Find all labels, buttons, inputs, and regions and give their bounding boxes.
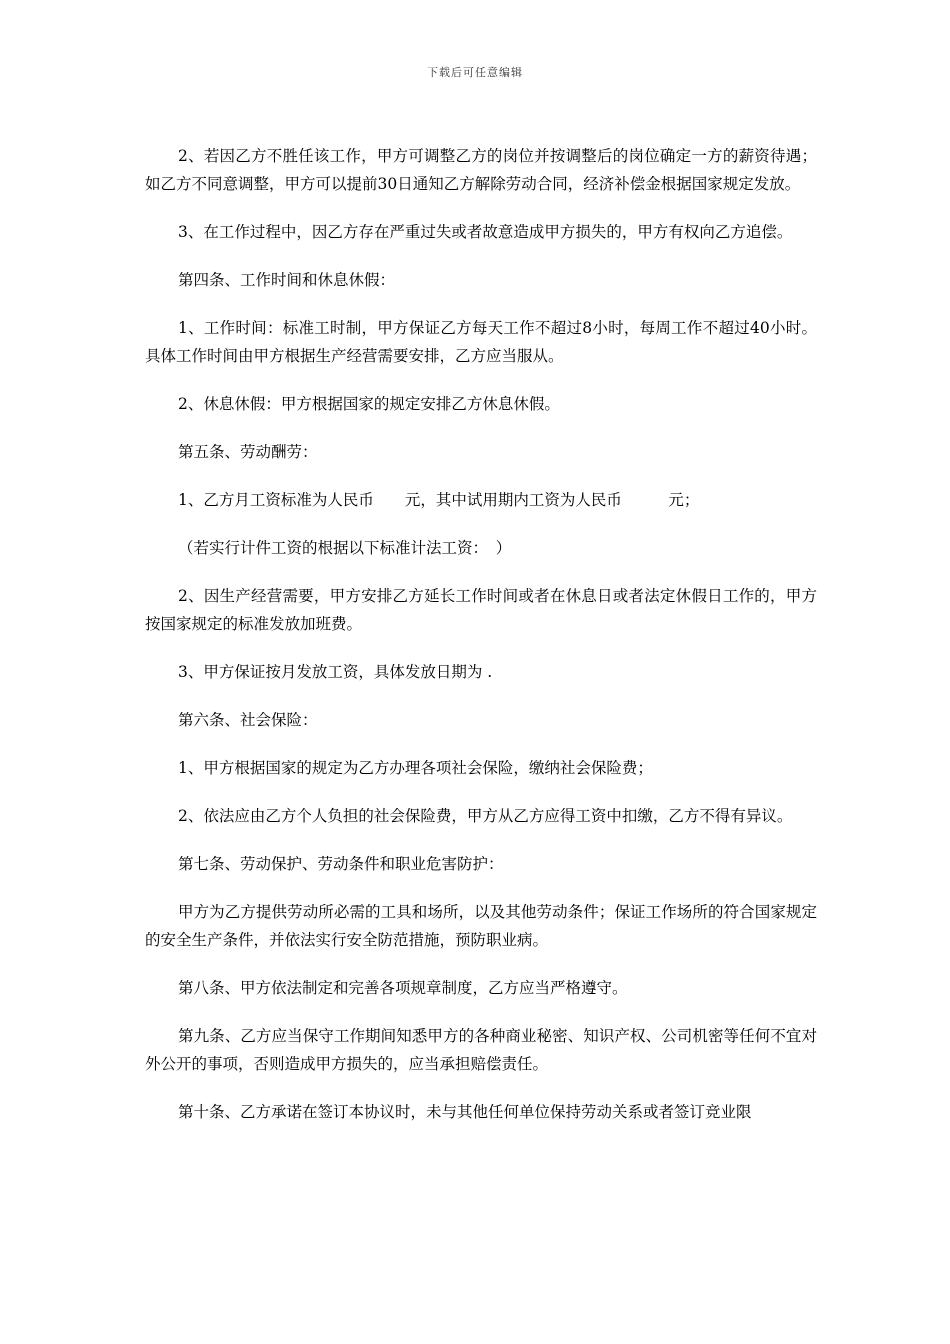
clause-paragraph: 3、甲方保证按月发放工资，具体发放日期为 . [178, 663, 493, 681]
clause-paragraph: （若实行计件工资的根据以下标准计法工资： ） [178, 539, 512, 557]
section-heading: 第八条、甲方依法制定和完善各项规章制度，乙方应当严格遵守。 [178, 979, 628, 997]
clause-paragraph: 1、工作时间：标准工时制，甲方保证乙方每天工作不超过8小时，每周工作不超过40小时。具体工作时间由甲方根据生产经营需要安排，乙方应当服从。 [145, 319, 817, 365]
clause-paragraph: 1、甲方根据国家的规定为乙方办理各项社会保险，缴纳社会保险费； [178, 759, 653, 777]
section-heading: 第五条、劳动酬劳： [178, 443, 318, 461]
section-heading: 第七条、劳动保护、劳动条件和职业危害防护： [178, 855, 504, 873]
document-body [145, 142, 817, 1126]
section-heading: 第十条、乙方承诺在签订本协议时，未与其他任何单位保持劳动关系或者签订竞业限 [178, 1103, 752, 1121]
section-heading: 第九条、乙方应当保守工作期间知悉甲方的各种商业秘密、知识产权、公司机密等任何不宜对外公开的事项，否则造成甲方损失的，应当承担赔偿责任。 [145, 1027, 817, 1073]
clause-paragraph: 1、乙方月工资标准为人民币 元，其中试用期内工资为人民币 元； [178, 491, 700, 509]
clause-paragraph: 2、休息休假：甲方根据国家的规定安排乙方休息休假。 [178, 395, 560, 413]
clause-paragraph: 2、若因乙方不胜任该工作，甲方可调整乙方的岗位并按调整后的岗位确定一方的薪资待遇；如乙方不同意调整，甲方可以提前30日通知乙方解除劳动合同，经济补偿金根据国家规定发放。 [145, 147, 817, 193]
section-heading: 第六条、社会保险： [178, 711, 318, 729]
clause-paragraph: 2、因生产经营需要，甲方安排乙方延长工作时间或者在休息日或者法定休假日工作的，甲方按国家规定的标准发放加班费。 [145, 587, 817, 633]
page-header: 下载后可任意编辑 [427, 66, 523, 79]
section-heading: 第四条、工作时间和休息休假： [178, 271, 396, 289]
clause-paragraph: 甲方为乙方提供劳动所必需的工具和场所，以及其他劳动条件；保证工作场所的符合国家规定的安全生产条件，并依法实行安全防范措施，预防职业病。 [145, 903, 817, 949]
clause-paragraph: 2、依法应由乙方个人负担的社会保险费，甲方从乙方应得工资中扣缴，乙方不得有异议。 [178, 807, 793, 825]
clause-paragraph: 3、在工作过程中，因乙方存在严重过失或者故意造成甲方损失的，甲方有权向乙方追偿。 [178, 223, 793, 241]
